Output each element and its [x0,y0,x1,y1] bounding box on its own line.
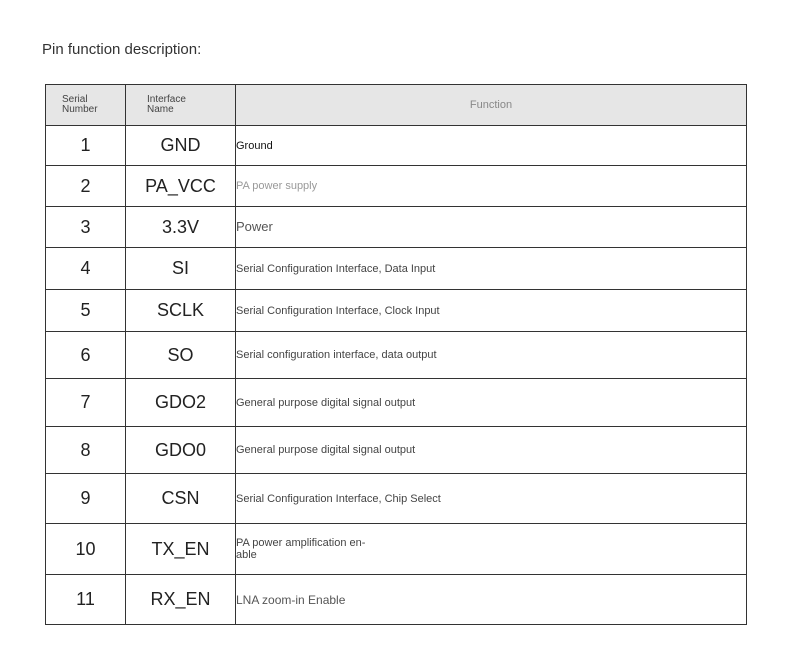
function-cell [236,524,747,575]
table-row [46,290,747,332]
function-cell: Serial Configuration Interface, Clock Input [236,290,747,332]
function-cell: Serial Configuration Interface, Data Input [236,248,747,290]
function-cell: Power [236,207,747,248]
pin-function-table [45,84,747,625]
table-row [46,207,747,248]
function-cell: Ground [236,126,747,166]
header-interface-name: Interface Name [126,85,236,126]
interface-name-cell: 3.3V [126,207,236,248]
serial-number-cell: 2 [46,166,126,207]
interface-name-cell: GDO2 [126,379,236,427]
serial-number-cell: 6 [46,332,126,379]
function-cell: Serial configuration interface, data output [236,332,747,379]
header-serial-number: Serial Number [46,85,126,126]
interface-name-cell: SCLK [126,290,236,332]
interface-name-cell: CSN [126,474,236,524]
serial-number-cell: 11 [46,575,126,625]
serial-number-cell: 1 [46,126,126,166]
table-row [46,524,747,575]
header-function: Function [236,85,747,126]
interface-name-cell: GND [126,126,236,166]
table-row [46,126,747,166]
interface-name-cell: PA_VCC [126,166,236,207]
function-text: PA power amplification en- able [236,537,366,561]
table-row [46,332,747,379]
interface-name-cell: SO [126,332,236,379]
serial-number-cell: 8 [46,427,126,474]
table-row [46,248,747,290]
page-title: Pin function description: [42,41,202,58]
table-row [46,575,747,625]
table-header-row [46,85,747,126]
serial-number-cell: 7 [46,379,126,427]
table-row [46,166,747,207]
interface-name-cell: GDO0 [126,427,236,474]
table-row [46,474,747,524]
interface-name-cell: RX_EN [126,575,236,625]
serial-number-cell: 5 [46,290,126,332]
function-cell: PA power supply [236,166,747,207]
table-row [46,427,747,474]
interface-name-cell: TX_EN [126,524,236,575]
serial-number-cell: 3 [46,207,126,248]
interface-name-cell: SI [126,248,236,290]
function-cell: General purpose digital signal output [236,379,747,427]
table-row [46,379,747,427]
function-cell: Serial Configuration Interface, Chip Select [236,474,747,524]
serial-number-cell: 10 [46,524,126,575]
serial-number-cell: 9 [46,474,126,524]
serial-number-cell: 4 [46,248,126,290]
function-cell: General purpose digital signal output [236,427,747,474]
function-cell: LNA zoom-in Enable [236,575,747,625]
